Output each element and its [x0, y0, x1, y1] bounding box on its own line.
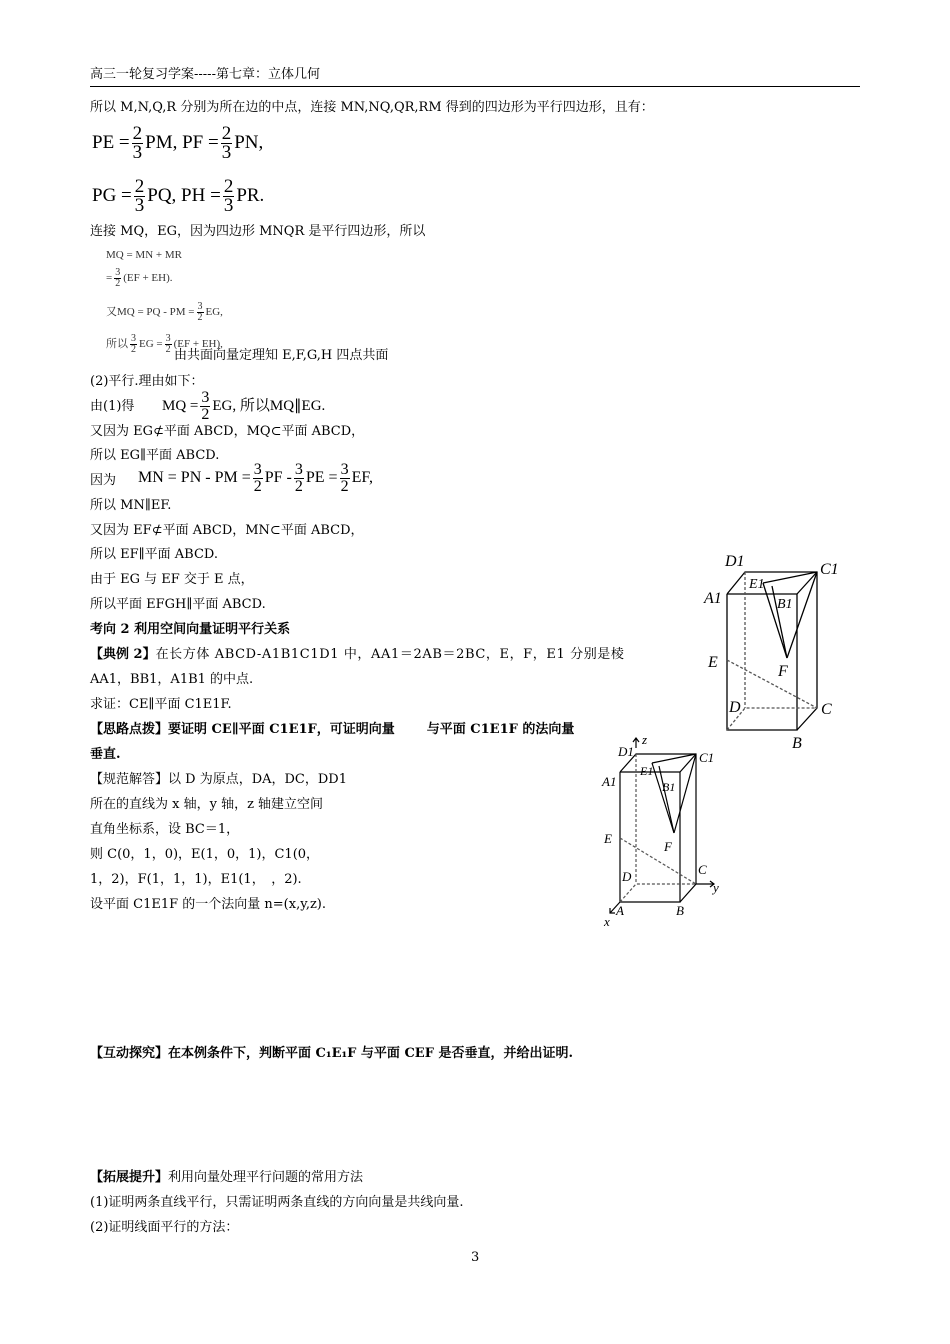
text-line: 由于 EG 与 EF 交于 E 点， — [90, 572, 254, 587]
fig1-label: B1 — [777, 597, 793, 612]
fig2-label: z — [642, 732, 648, 747]
text-line: (2)证明线面平行的方法： — [90, 1220, 239, 1235]
not-subset-icon: ⊄ — [153, 424, 164, 439]
fig1-label: C — [821, 701, 832, 718]
text-line: 【典例 2】在长方体 ABCD-A1B1C1D1 中，AA1＝2AB＝2BC，E，F，E1 分别是棱 — [90, 647, 625, 662]
text-line: 因为 — [90, 473, 117, 488]
text-line: (2)平行.理由如下： — [90, 374, 204, 389]
fig2-label: E — [604, 831, 612, 846]
text-line: 所以平面 EFGH∥平面 ABCD. — [90, 597, 266, 612]
text-line: 由(1)得 — [90, 399, 135, 414]
text-line: 垂直. — [90, 747, 121, 762]
fig2-label: B1 — [662, 780, 676, 794]
section-heading: 考向 2 利用空间向量证明平行关系 — [90, 622, 291, 637]
fig2-label: D — [622, 869, 632, 884]
fig2-label: C1 — [699, 750, 715, 765]
not-subset-icon: ⊄ — [151, 523, 163, 538]
fig1-label: B — [792, 735, 802, 752]
text-line: 设平面 C1E1F 的一个法向量 n=(x,y,z). — [90, 897, 326, 912]
page-header-title: 高三一轮复习学案-----第七章：立体几何 — [90, 67, 320, 82]
text-line: 直角坐标系，设 BC＝1， — [90, 822, 240, 837]
formula-mq-sum: MQ = MN + MR — [106, 249, 182, 261]
page-number: 3 — [471, 1250, 480, 1265]
text-line: 【规范解答】以 D 为原点，DA，DC，DD1 — [90, 772, 348, 787]
formula-mq-eg: MQ = $\frac{3}{2}$ EG, 所以MQ∥EG. — [162, 389, 326, 423]
text-line: 又因为 EG⊄平面 ABCD，MQ⊂平面 ABCD， — [90, 424, 365, 439]
fig1-label: D — [729, 699, 741, 716]
text-line: 【拓展提升】利用向量处理平行问题的常用方法 — [90, 1170, 364, 1185]
fig2-label: E1 — [640, 764, 654, 778]
formula-eg: 所以 $\frac{3}{2}$ EG = $\frac{3}{2}$ (EF + EH), — [106, 333, 223, 355]
text-line: 求证：CE∥平面 C1E1F. — [90, 697, 232, 712]
text-line: 所以 M,N,Q,R 分别为所在边的中点，连接 MN,NQ,QR,RM 得到的四边形为平行四边形，且有： — [90, 100, 654, 115]
text-line: 又因为 EF⊄平面 ABCD，MN⊂平面 ABCD， — [90, 523, 364, 538]
fig2-label: C — [698, 862, 707, 877]
fig1-label: D1 — [725, 553, 745, 570]
formula-mq-half: = $\frac{3}{2}$ (EF + EH). — [106, 267, 173, 289]
cuboid-figure-1 — [700, 548, 850, 758]
fig2-label: F — [664, 839, 672, 854]
text-line: 【互动探究】在本例条件下，判断平面 C₁E₁F 与平面 CEF 是否垂直，并给出证明. — [90, 1046, 573, 1061]
text-line: AA1，BB1，A1B1 的中点. — [90, 672, 254, 687]
fig2-label: x — [604, 914, 610, 929]
fig2-label: D1 — [618, 744, 634, 759]
fig1-label: A1 — [704, 590, 722, 607]
text-line: 所以 EG∥平面 ABCD. — [90, 448, 220, 463]
text-line: 则 C(0，1，0)，E(1，0，1)，C1(0， — [90, 847, 320, 862]
fig2-label: B — [676, 903, 684, 918]
fig2-label: A — [616, 903, 624, 918]
text-line: 所以 EF∥平面 ABCD. — [90, 547, 219, 562]
fig1-label: E — [708, 654, 718, 671]
fig1-label: F — [778, 663, 788, 680]
text-line: 由共面向量定理知 E,F,G,H 四点共面 — [174, 348, 389, 363]
text-line: 所以 MN∥EF. — [90, 498, 172, 513]
text-line: 【思路点拨】要证明 CE∥平面 C1E1F，可证明向量 与平面 C1E1F 的法向量 — [90, 722, 575, 737]
formula-mq-diff: 又MQ = PQ - PM = $\frac{3}{2}$ EG, — [106, 301, 223, 323]
cuboid-figure-2 — [596, 730, 736, 930]
text-line: 所在的直线为 x 轴，y 轴，z 轴建立空间 — [90, 797, 324, 812]
text-line: (1)证明两条直线平行，只需证明两条直线的方向向量是共线向量. — [90, 1195, 464, 1210]
fig1-label: C1 — [820, 561, 839, 578]
formula-mn-ef: MN = PN - PM = $\frac{3}{2}$ PF - $\frac{3}{2}$ PE = $\frac{3}{2}$ EF, — [138, 461, 373, 495]
fig2-label: y — [713, 880, 719, 895]
text-line: 1，2)，F(1，1，1)，E1(1， ，2). — [90, 872, 302, 887]
fig1-label: E1 — [749, 577, 765, 592]
formula-pe-pf: PE = $\frac{2}{3}$ PM, PF = $\frac{2}{3}$ PN, — [92, 123, 264, 163]
fig2-label: A1 — [602, 774, 617, 789]
formula-pg-ph: PG = $\frac{2}{3}$ PQ, PH = $\frac{2}{3}$ PR. — [92, 176, 265, 216]
header-rule — [90, 86, 860, 87]
text-line: 连接 MQ，EG，因为四边形 MNQR 是平行四边形，所以 — [90, 224, 426, 239]
